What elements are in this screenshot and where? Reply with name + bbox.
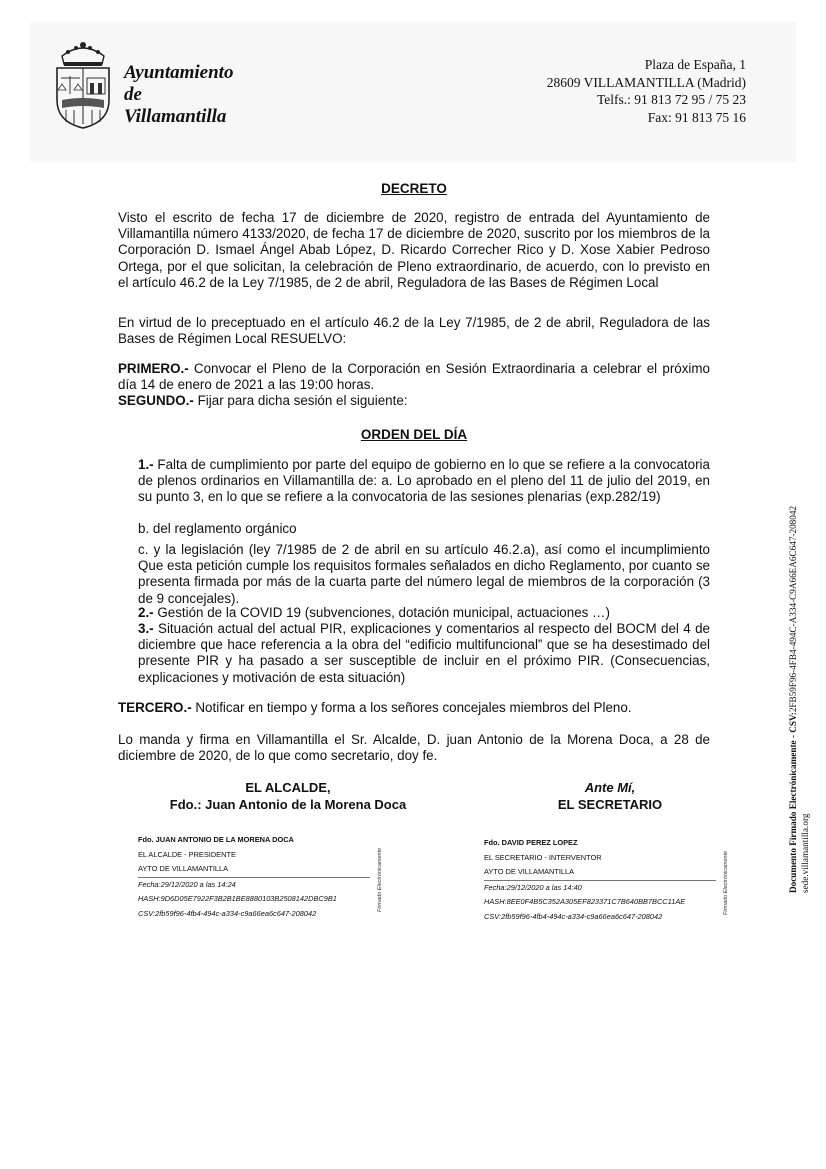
resolution-primero — [118, 361, 710, 393]
tercero-label: TERCERO.- — [118, 700, 192, 715]
agenda-item-3 — [118, 621, 710, 686]
coat-of-arms-logo — [52, 38, 114, 130]
ante-mi-label: Ante Mí, — [584, 780, 636, 795]
mayor-signature-heading — [150, 779, 426, 813]
decree-title: DECRETO — [381, 181, 447, 196]
secretary-title: EL SECRETARIO — [557, 797, 663, 812]
mayor-title: EL ALCALDE, — [245, 780, 331, 795]
signer-name: Fdo. JUAN ANTONIO DE LA MORENA DOCA — [138, 835, 294, 844]
address-line: Telfs.: 91 813 72 95 / 75 23 — [596, 92, 746, 107]
paragraph-resuelvo: En virtud de lo preceptuado en el artículo 46.2 de la Ley 7/1985, de 2 de abril, Reguladora de las Bases de Régimen Local RESUELVO: — [118, 315, 710, 347]
town-line: de — [124, 84, 142, 105]
segundo-label: SEGUNDO.- — [118, 393, 194, 408]
item-text: Gestión de la COVID 19 (subvenciones, dotación municipal, actuaciones …) — [153, 605, 610, 620]
closing-paragraph: Lo manda y firma en Villamantilla el Sr. Alcalde, D. juan Antonio de la Morena Doca, a 28 de diciembre de 2020, de lo que como secretario, doy fe. — [118, 732, 710, 764]
secretary-e-signature — [484, 836, 716, 924]
signed-stamp-vertical: Firmado Electrónicamente — [377, 847, 383, 912]
agenda-item-1c: c. y la legislación (ley 7/1985 de 2 de abril en su artículo 46.2.a), así como el incumplimiento Que esta petición cumple los requisitos formales señalados en dicho Reglamento, por cuanto se presenta firmada por más de la cuarta parte del número legal de miembros de la corporación (3 de 9 concejales). — [138, 542, 710, 606]
primero-label: PRIMERO.- — [118, 361, 189, 376]
primero-text: Convocar el Pleno de la Corporación en Sesión Extraordinaria a celebrar el próximo día 14 de enero de 2021 a las 19:00 horas. — [118, 361, 710, 393]
agenda-item-1 — [118, 457, 710, 506]
side-csv-label: Documento Firmado Electrónicamente - CSV: — [788, 712, 798, 893]
paragraph-visto: Visto el escrito de fecha 17 de diciembre de 2020, registro de entrada del Ayuntamiento de Villamantilla número 4133/2020, de fecha 17 de diciembre de 2020, suscrito por los miembros de la Corporación D. Ismael Ángel Abab López, D. Ricardo Correcher Rico y D. Xose Xabier Pedroso Ortega, por el que solicitan, la celebración de Pleno extraordinario, de acuerdo, con lo previsto en el artículo 46.2 de la Ley 7/1985, de 2 de abril, Reguladora de las Bases de Régimen Local — [118, 210, 710, 290]
document-body — [118, 0, 710, 1169]
address-line: Plaza de España, 1 — [644, 57, 746, 72]
secretary-signature-heading — [520, 779, 700, 813]
town-line: Villamantilla — [124, 106, 227, 127]
signature-date: Fecha:29/12/2020 a las 14:40 — [484, 882, 582, 892]
segundo-text: Fijar para dicha sesión el siguiente: — [193, 393, 408, 408]
side-csv-code: 2FB59F96-4FB4-494C-A334-C9A66EA6C647-208042 — [788, 505, 798, 713]
signer-role: EL ALCALDE - PRESIDENTE — [138, 849, 236, 859]
agenda-item-2 — [118, 605, 710, 621]
mayor-name: Fdo.: Juan Antonio de la Morena Doca — [169, 797, 407, 812]
agenda-title: ORDEN DEL DÍA — [360, 427, 468, 442]
signer-org: AYTO DE VILLAMANTILLA — [138, 862, 370, 878]
item-text: Situación actual del actual PIR, explicaciones y comentarios al respecto del BOCM del 4 de diciembre que hace referencia a la obra del “edificio multifuncional” que se ha desestimado del presente PIR y ha pasado a ser susceptible de incluir en el próximo PIR. (Consecuencias, explicaciones y motivación de esta situación) — [138, 621, 710, 685]
item-number: 2.- — [138, 605, 154, 620]
signed-stamp-vertical: Firmado Electrónicamente — [723, 850, 729, 915]
signer-role: EL SECRETARIO - INTERVENTOR — [484, 852, 602, 862]
resolution-tercero — [118, 700, 710, 716]
agenda-item-1b: b. del reglamento orgánico — [138, 521, 297, 536]
side-url-line: sede.villamantilla.org — [800, 813, 810, 893]
signature-date: Fecha:29/12/2020 a las 14:24 — [138, 879, 236, 889]
address-line: 28609 VILLAMANTILLA (Madrid) — [546, 74, 746, 90]
resolution-segundo — [118, 393, 710, 409]
signature-hash: HASH:9D6D05E7922F3B2B1BE8880103B2508142DBC9B1 — [138, 894, 337, 903]
signer-org: AYTO DE VILLAMANTILLA — [484, 865, 716, 881]
tercero-text: Notificar en tiempo y forma a los señores concejales miembros del Pleno. — [191, 700, 632, 715]
signer-name: Fdo. DAVID PEREZ LOPEZ — [484, 838, 578, 847]
address-line: Fax: 91 813 75 16 — [647, 109, 746, 125]
item-text: Falta de cumplimiento por parte del equipo de gobierno en lo que se refiere a la convocatoria de plenos ordinarios en Villamantilla de: a. Lo aprobado en el pleno del 11 de julio del 2019, en su punto 3, en lo que se refiere a la convocatoria de las sesiones plenarias (exp.282/19) — [138, 457, 710, 505]
signature-hash: HASH:8EE0F4B5C352A305EF823371C7B640BB7BCC11AE — [484, 897, 686, 906]
signature-csv: CSV:2fb59f96-4fb4-494c-a334-c9a66ea6c647-208042 — [484, 911, 663, 921]
item-number: 1.- — [138, 457, 154, 472]
side-csv-line — [788, 506, 798, 893]
mayor-e-signature — [138, 833, 370, 921]
signature-csv: CSV:2fb59f96-4fb4-494c-a334-c9a66ea6c647-208042 — [138, 908, 317, 918]
town-line: Ayuntamiento — [124, 62, 234, 83]
item-number: 3.- — [138, 621, 154, 636]
